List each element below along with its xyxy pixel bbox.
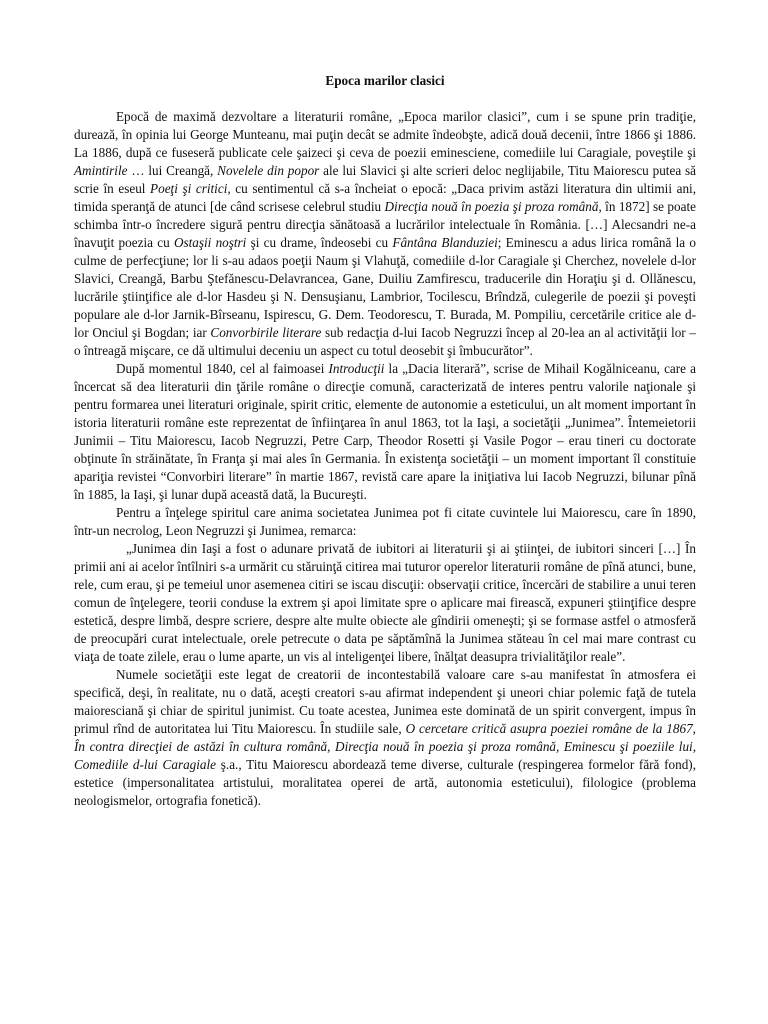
text-run: ale lui Slavici şi alte scrieri deloc neglijabile, Titu Maiorescu putea să scrie în eseul (74, 163, 696, 196)
text-run: ş.a., Titu Maiorescu abordează teme diverse, culturale (respingerea formelor fără fond), estetice (impersonalitatea artistului, moralitatea operei de artă, autonomia esteticului), filologice (problema neologismelor, ortografia fonetică). (74, 757, 696, 808)
text-run: ; Eminescu a adus lirica română la o culme de perfecţiune; lor li s-au adaos poeţii Naum şi Vlahuţă, comediile d-lor Caragiale şi Cherchez, novelele d-lor Slavici, Creangă, Barbu Ştefănescu-Delavrancea, Gane, Duiliu Zamfirescu, traducerile din Horaţiu şi d. Ollănescu, lucrările ştiinţifice ale d-lor Hasdeu şi N. Densuşianu, Lambrior, Tocilescu, Brîndză, culegerile de poezii şi poveşti populare ale d-lor Jarnik-Bîrseanu, Ispirescu, G. Dem. Teodorescu, T. Burada, M. Pompiliu, cercetările critice ale d-lor Onciul şi Bogdan; iar (74, 235, 696, 340)
italic-title: Introducţii (328, 361, 385, 376)
text-run: cu sentimentul că s-a încheiat o epocă: „Daca privim astăzi literatura din ultimii ani, timida speranţă de atunci [de când scrisese celebrul studiu (74, 181, 697, 214)
text-run: sub redacţia d-lui Iacob Negruzzi încep al 20-lea an al activităţii lor – o întreagă mişcare, ce dă ultimului deceniu un aspect cu totul deosebit şi îmbucurător”. (74, 325, 696, 358)
paragraph-4 (74, 666, 696, 810)
text-run: Epocă de maximă dezvoltare a literaturii române, „Epoca marilor clasici”, cum i se spune prin tradiţie, durează, în opinia lui George Munteanu, mai puţin decât se admite îndeobşte, adică două decenii, între 1866 şi 1886. La 1886, după ce fuseseră publicate cele şaizeci şi ceva de poezii eminesciene, comediile lui Caragiale, poveştile şi (74, 109, 696, 160)
italic-title: Ostaşii noştri (173, 235, 247, 250)
block-quote: „Junimea din Iaşi a fost o adunare privată de iubitori ai literaturii şi ai ştiinţei, de iubitori sinceri […] În primii ani ai acelor întîlniri s-a urmărit cu stăruinţă citirea mai tuturor operelor literaturii române de pînă atunci, bune, rele, cum erau, şi pe temeiul unor asemenea citiri se iscau discuţii: observaţii critice, încercări de stabilire a unui teren comun de înţelegere, teorii conduse la extrem şi apoi limitate spre o aplicare mai firească, expuneri ştiinţifice despre estetică, despre limbă, despre scriere, despre alte multe obiecte ale gîndirii omeneşti; şi se formase astfel o atmosferă de preocupări curat intelectuale, orele petrecute o data pe săptămînă la Junimea stăteau în cel mai mare contrast cu viaţa de toate zilele, erau o lume aparte, un vis al inteligenţei libere, înălţat deasupra trivialităţilor reale”. (74, 541, 696, 664)
italic-title: Convorbirile literare (210, 325, 322, 340)
italic-title: O cercetare critică asupra poeziei române de la 1867, În contra direcţiei de astăzi în cultura română, Direcţia nouă în poezia şi proza română, Eminescu şi poeziile lui, Comediile d-lui Caragiale (74, 721, 696, 772)
text-run: , în 1872] se poate schimba într-o încredere sigură pentru direcţia sănătoasă a lucrărilor intelectuale în România. […] Alecsandri ne-a înavuţit poezia cu (74, 199, 696, 250)
text-run: şi cu drame, îndeosebi cu (246, 235, 393, 250)
italic-title: Novelele din popor (217, 163, 320, 178)
text-run: După momentul 1840, cel al faimoasei (116, 361, 329, 376)
paragraph-2 (74, 360, 696, 504)
italic-title: Fântâna Blanduziei (392, 235, 498, 250)
text-run: la „Dacia literară”, scrise de Mihail Kogălniceanu, care a încercat să dea literaturii din ţările române o direcţie comună, caracterizată de interes pentru valorile naţionale şi pentru formarea unei literaturi originale, spirit critic, elemente de autonomie a esteticului, un alt moment important în istoria literaturii române este reprezentat de înfiinţarea în anul 1863, tot la Iaşi, a societăţii „Junimea”. Întemeietorii Junimii – Titu Maiorescu, Iacob Negruzzi, Petre Carp, Theodor Rosetti şi Vasile Pogor – erau tineri cu doctorate obţinute în străinătate, în Franţa şi mai ales în Germania. În existenţa societăţii – un moment important îl constituie apariţia revistei “Convorbiri literare” în martie 1867, revistă care apare la iniţiativa lui Iacob Negruzzi, bilunar pînă în 1885, la Iaşi, şi lunar după această dată, la Bucureşti. (74, 361, 696, 502)
paragraph-3: Pentru a înţelege spiritul care anima societatea Junimea pot fi citate cuvintele lui Maiorescu, care în 1890, într-un necrolog, Leon Negruzzi şi Junimea, remarca: (74, 505, 696, 538)
text-run: … lui Creangă, (127, 163, 218, 178)
paragraph-1 (74, 108, 696, 360)
italic-title: Direcţia nouă în poezia şi proza română (384, 199, 599, 214)
page-title: Epoca marilor clasici (325, 73, 445, 88)
italic-title: Poeţi şi critici, (150, 181, 231, 196)
italic-title: Amintirile (74, 163, 128, 178)
text-run: Numele societăţii este legat de creatorii de incontestabilă valoare care s-au manifestat în atmosfera ei specifică, deşi, în realitate, nu o dată, aceşti creatori s-au afirmat independent şi uneori chiar polemic faţă de tutela maioresciană şi chiar de spiritul junimist. Cu toate acestea, Junimea este dominată de un spirit convergent, impus în primul rînd de autoritatea lui Titu Maiorescu. În studiile sale, (74, 667, 696, 736)
